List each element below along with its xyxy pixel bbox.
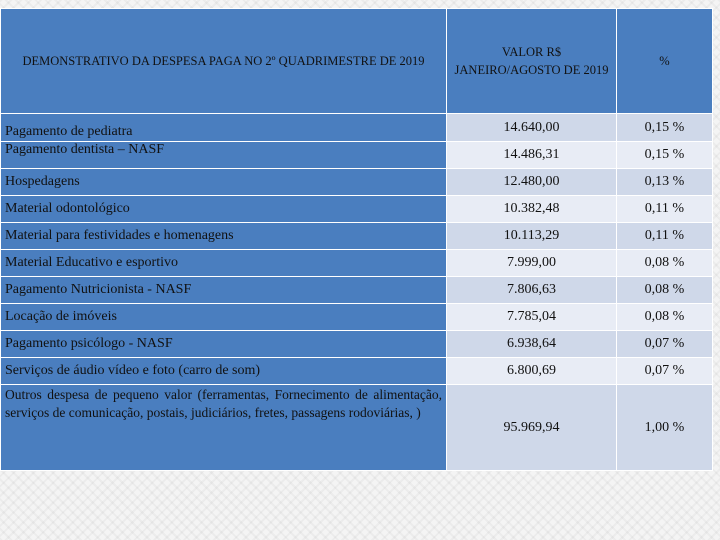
row-percent: 0,11 %	[617, 223, 713, 250]
row-value: 7.806,63	[447, 277, 617, 304]
expense-table	[0, 8, 713, 471]
header-description: DEMONSTRATIVO DA DESPESA PAGA NO 2º QUADRIMESTRE DE 2019	[1, 9, 447, 114]
row-value: 95.969,94	[447, 385, 617, 471]
row-value: 7.785,04	[447, 304, 617, 331]
row-value: 12.480,00	[447, 169, 617, 196]
table-row	[1, 385, 713, 471]
row-description: Hospedagens	[1, 169, 447, 196]
table-row	[1, 169, 713, 196]
table-row	[1, 277, 713, 304]
row-value: 14.640,00	[447, 114, 617, 142]
row-percent: 0,11 %	[617, 196, 713, 223]
table-row	[1, 223, 713, 250]
row-description: Locação de imóveis	[1, 304, 447, 331]
header-percent: %	[617, 9, 713, 114]
row-value: 10.113,29	[447, 223, 617, 250]
row-description: Material para festividades e homenagens	[1, 223, 447, 250]
row-description: Pagamento dentista – NASF	[1, 142, 447, 169]
row-value: 6.800,69	[447, 358, 617, 385]
table-header-row	[1, 9, 713, 114]
row-percent: 1,00 %	[617, 385, 713, 471]
row-value: 10.382,48	[447, 196, 617, 223]
table-row	[1, 358, 713, 385]
table-row	[1, 331, 713, 358]
row-percent: 0,07 %	[617, 358, 713, 385]
row-value: 7.999,00	[447, 250, 617, 277]
row-percent: 0,15 %	[617, 142, 713, 169]
row-description: Pagamento de pediatra	[1, 114, 447, 142]
row-description: Pagamento psicólogo - NASF	[1, 331, 447, 358]
row-value: 6.938,64	[447, 331, 617, 358]
row-percent: 0,08 %	[617, 250, 713, 277]
header-value: VALOR R$ JANEIRO/AGOSTO DE 2019	[447, 9, 617, 114]
row-description: Outros despesa de pequeno valor (ferramentas, Fornecimento de alimentação, serviços de comunicação, postais, judiciários, fretes, passagens rodoviárias, )	[1, 385, 447, 471]
row-percent: 0,08 %	[617, 277, 713, 304]
row-percent: 0,15 %	[617, 114, 713, 142]
table-row	[1, 114, 713, 142]
row-percent: 0,13 %	[617, 169, 713, 196]
row-percent: 0,08 %	[617, 304, 713, 331]
row-description: Material odontológico	[1, 196, 447, 223]
row-description: Serviços de áudio vídeo e foto (carro de som)	[1, 358, 447, 385]
row-description: Pagamento Nutricionista - NASF	[1, 277, 447, 304]
row-description: Material Educativo e esportivo	[1, 250, 447, 277]
row-percent: 0,07 %	[617, 331, 713, 358]
row-value: 14.486,31	[447, 142, 617, 169]
table-row	[1, 250, 713, 277]
table-row	[1, 304, 713, 331]
table-row	[1, 142, 713, 169]
table-row	[1, 196, 713, 223]
